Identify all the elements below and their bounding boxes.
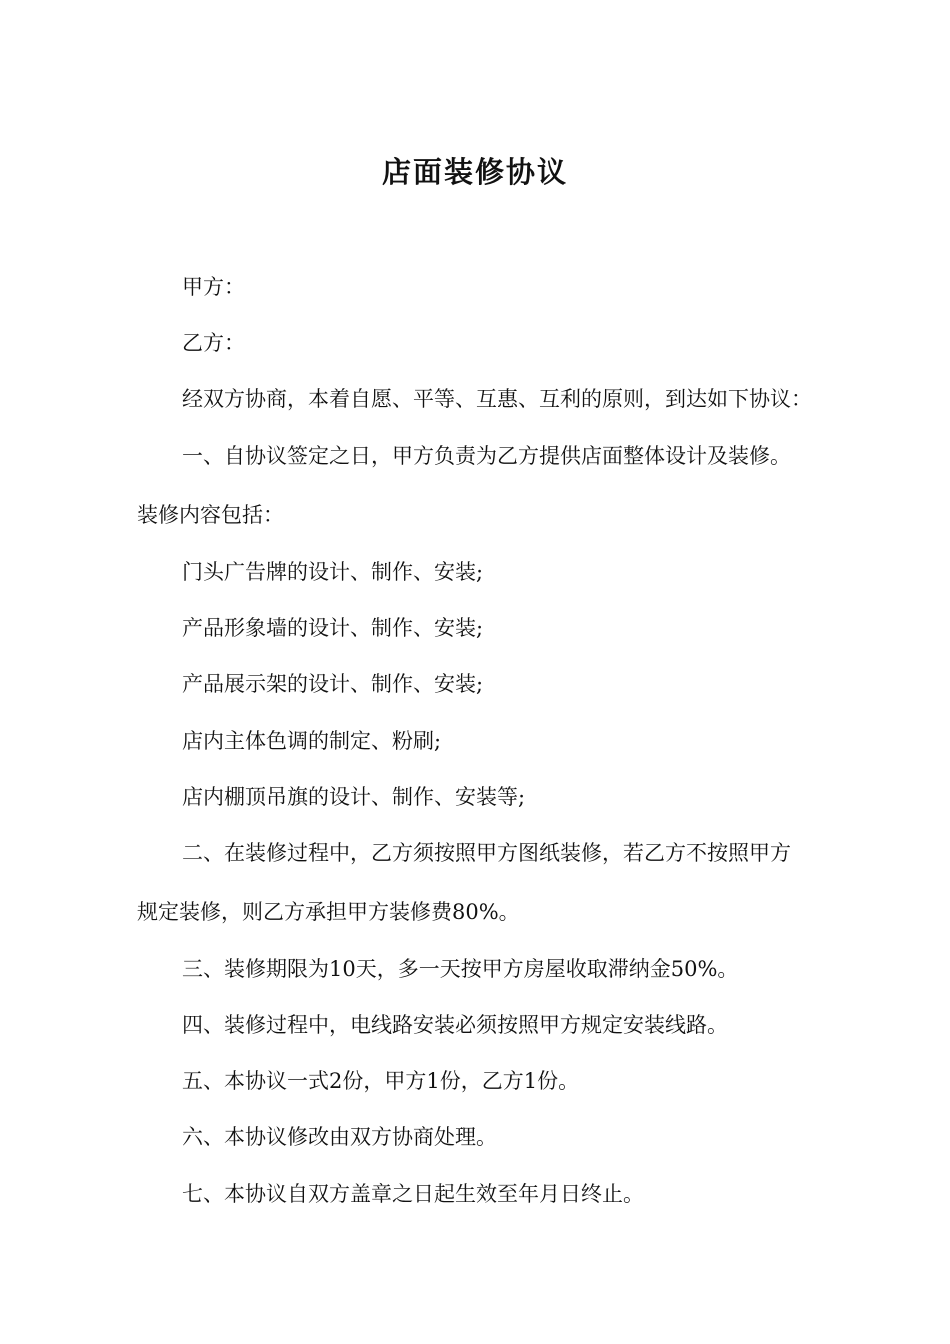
clause-7-line: 七、本协议自双方盖章之日起生效至年月日终止。 bbox=[182, 1182, 644, 1206]
document-title: 店面装修协议 bbox=[381, 155, 568, 189]
clause-3-line: 三、装修期限为10天，多一天按甲方房屋收取滞纳金50%。 bbox=[182, 957, 739, 981]
party-b-line: 乙方： bbox=[182, 331, 245, 355]
party-a-line: 甲方： bbox=[182, 275, 245, 299]
clause-2-line: 二、在装修过程中，乙方须按照甲方图纸装修，若乙方不按照甲方 bbox=[182, 841, 791, 865]
item-ceiling-flags: 店内棚顶吊旗的设计、制作、安装等; bbox=[182, 785, 526, 809]
clause-2-continuation: 规定装修，则乙方承担甲方装修费80%。 bbox=[137, 900, 520, 924]
clause-5-line: 五、本协议一式2份，甲方1份，乙方1份。 bbox=[182, 1069, 580, 1093]
item-image-wall: 产品形象墙的设计、制作、安装; bbox=[182, 616, 484, 640]
clause-6-line: 六、本协议修改由双方协商处理。 bbox=[182, 1125, 497, 1149]
item-color-scheme: 店内主体色调的制定、粉刷; bbox=[182, 729, 442, 753]
item-display-rack: 产品展示架的设计、制作、安装; bbox=[182, 672, 484, 696]
clause-1-continuation: 装修内容包括： bbox=[137, 503, 284, 527]
clause-1-line: 一、自协议签定之日，甲方负责为乙方提供店面整体设计及装修。 bbox=[182, 444, 791, 468]
item-signboard: 门头广告牌的设计、制作、安装; bbox=[182, 560, 484, 584]
preamble-line: 经双方协商，本着自愿、平等、互惠、互利的原则，到达如下协议： bbox=[182, 387, 812, 411]
clause-4-line: 四、装修过程中，电线路安装必须按照甲方规定安装线路。 bbox=[182, 1013, 728, 1037]
